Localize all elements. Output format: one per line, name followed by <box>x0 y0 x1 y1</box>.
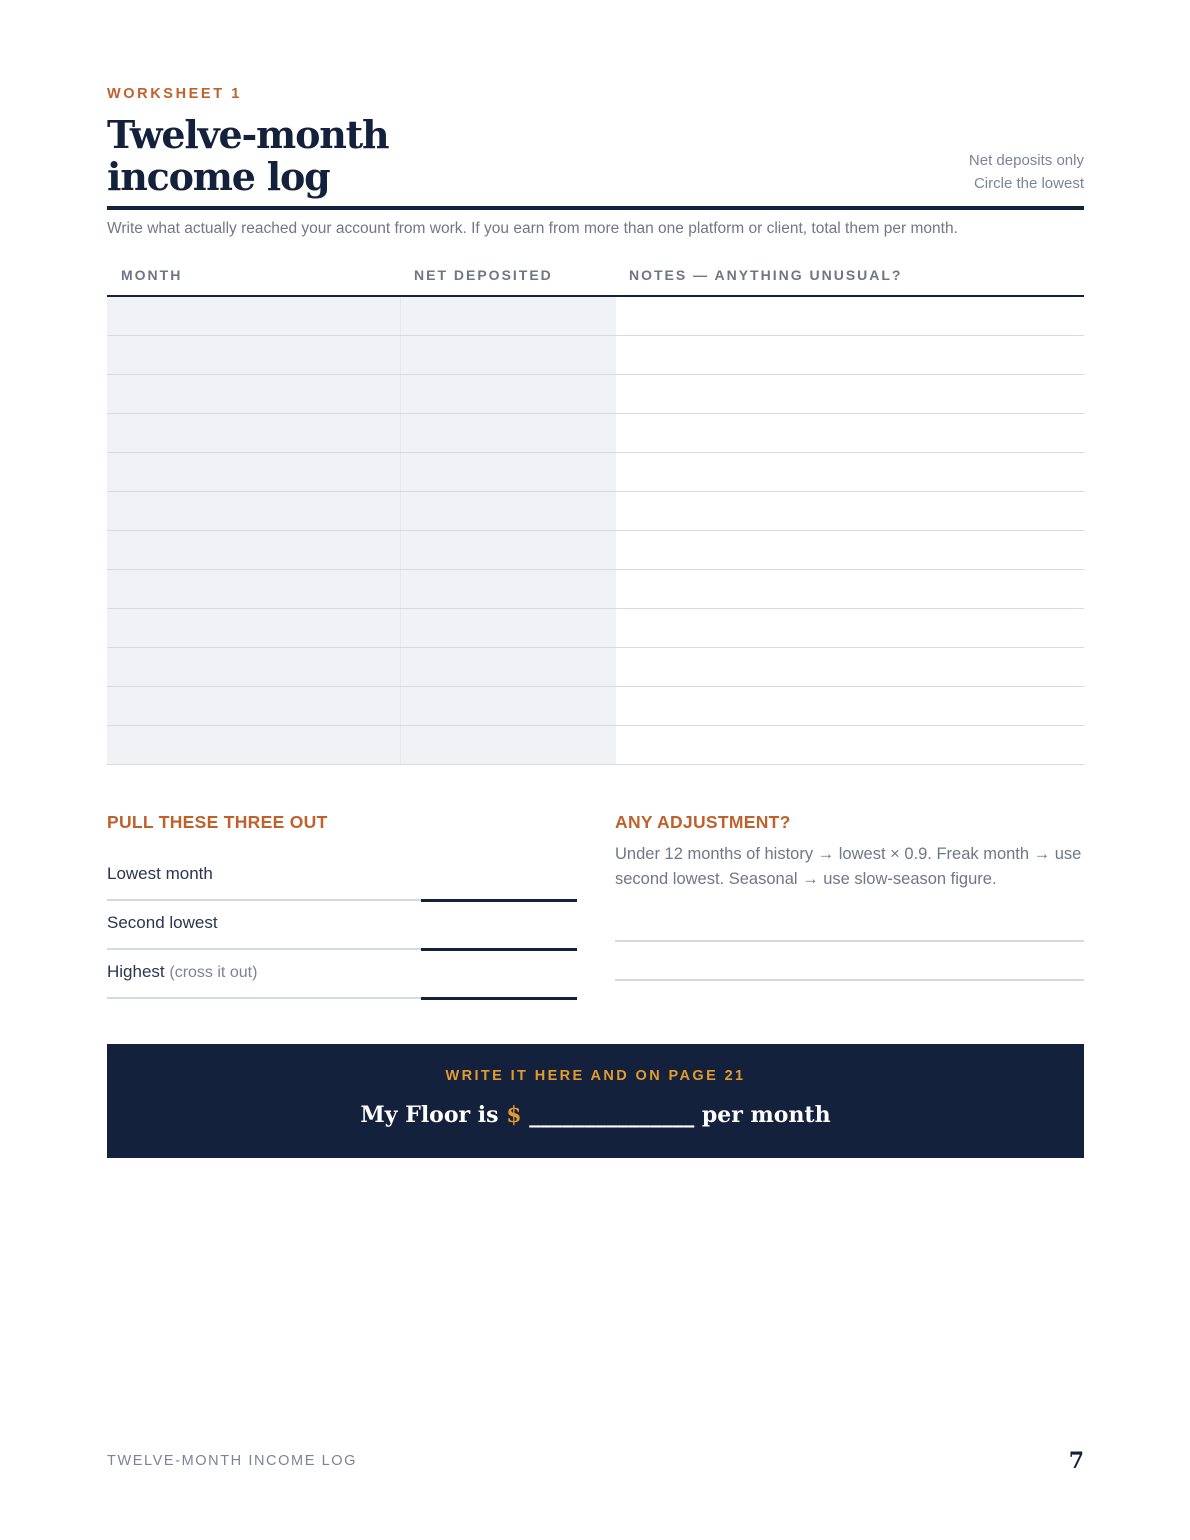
month-cell[interactable] <box>107 609 401 647</box>
floor-callout <box>107 1044 1084 1158</box>
net-deposited-cell[interactable] <box>401 297 616 335</box>
pull-item-label <box>107 913 218 933</box>
pull-item-lowest <box>107 852 577 901</box>
pull-item-sublabel: (cross it out) <box>169 964 258 981</box>
floor-prefix: My Floor is <box>360 1102 499 1128</box>
pull-item-label-text: Second lowest <box>107 913 218 932</box>
floor-statement <box>107 1102 1084 1128</box>
net-deposited-cell[interactable] <box>401 453 616 491</box>
table-row <box>107 687 1084 726</box>
dollar-sign: $ <box>506 1102 522 1128</box>
table-row <box>107 453 1084 492</box>
pull-item-second-lowest <box>107 901 577 950</box>
notes-cell[interactable] <box>616 570 1084 608</box>
month-cell[interactable] <box>107 648 401 686</box>
table-body <box>107 297 1084 765</box>
column-header-net-deposited: NET DEPOSITED <box>414 267 553 283</box>
column-header-notes: NOTES — ANYTHING UNUSUAL? <box>629 267 903 283</box>
table-row <box>107 648 1084 687</box>
side-note-circle-lowest: Circle the lowest <box>973 175 1084 192</box>
month-cell[interactable] <box>107 375 401 413</box>
month-cell[interactable] <box>107 570 401 608</box>
notes-cell[interactable] <box>616 375 1084 413</box>
net-deposited-cell[interactable] <box>401 687 616 725</box>
side-notes <box>969 149 1084 195</box>
page-number: 7 <box>1068 1448 1084 1474</box>
notes-cell[interactable] <box>616 648 1084 686</box>
worksheet-eyebrow: WORKSHEET 1 <box>107 86 242 102</box>
net-deposited-cell[interactable] <box>401 531 616 569</box>
table-row <box>107 609 1084 648</box>
notes-cell[interactable] <box>616 492 1084 530</box>
adjustment-write-line-2[interactable] <box>615 979 1084 981</box>
column-header-month: MONTH <box>121 267 183 283</box>
adjustment-heading: ANY ADJUSTMENT? <box>615 812 791 832</box>
page-title: Twelve-month income log <box>107 112 389 199</box>
month-cell[interactable] <box>107 414 401 452</box>
title-divider <box>107 206 1084 210</box>
pull-item-label <box>107 962 257 982</box>
table-row <box>107 492 1084 531</box>
month-cell[interactable] <box>107 336 401 374</box>
worksheet-page <box>107 0 1084 1540</box>
notes-cell[interactable] <box>616 453 1084 491</box>
net-deposited-cell[interactable] <box>401 375 616 413</box>
pull-item-label-text: Highest <box>107 962 165 981</box>
adjustment-instructions: Under 12 months of history → lowest × 0.9. Freak month → use second lowest. Seasonal → use slow-season figure. <box>615 845 1082 888</box>
month-cell[interactable] <box>107 687 401 725</box>
month-cell[interactable] <box>107 297 401 335</box>
pull-item-highest <box>107 950 577 999</box>
month-cell[interactable] <box>107 726 401 764</box>
notes-cell[interactable] <box>616 297 1084 335</box>
floor-suffix: per month <box>701 1102 831 1128</box>
net-deposited-cell[interactable] <box>401 492 616 530</box>
write-in-blank[interactable] <box>421 997 577 1000</box>
pull-out-list <box>107 852 577 999</box>
notes-cell[interactable] <box>616 336 1084 374</box>
adjustment-write-line-1[interactable] <box>615 940 1084 942</box>
floor-eyebrow: WRITE IT HERE AND ON PAGE 21 <box>445 1068 746 1084</box>
notes-cell[interactable] <box>616 414 1084 452</box>
footer-label: TWELVE-MONTH INCOME LOG <box>107 1453 358 1469</box>
notes-cell[interactable] <box>616 609 1084 647</box>
table-row <box>107 336 1084 375</box>
side-note-net-deposits: Net deposits only <box>968 152 1084 169</box>
net-deposited-cell[interactable] <box>401 726 616 764</box>
net-deposited-cell[interactable] <box>401 414 616 452</box>
net-deposited-cell[interactable] <box>401 648 616 686</box>
net-deposited-cell[interactable] <box>401 336 616 374</box>
table-row <box>107 297 1084 336</box>
net-deposited-cell[interactable] <box>401 570 616 608</box>
notes-cell[interactable] <box>616 687 1084 725</box>
income-log-table <box>107 255 1084 765</box>
intro-text: Write what actually reached your account from work. If you earn from more than one platform or client, total them per month. <box>107 220 958 237</box>
table-row <box>107 570 1084 609</box>
pull-out-heading: PULL THESE THREE OUT <box>107 812 328 832</box>
table-row <box>107 414 1084 453</box>
month-cell[interactable] <box>107 453 401 491</box>
pull-item-label <box>107 864 213 884</box>
table-row <box>107 531 1084 570</box>
table-header-row <box>107 255 1084 297</box>
pull-item-label-text: Lowest month <box>107 864 213 883</box>
month-cell[interactable] <box>107 531 401 569</box>
notes-cell[interactable] <box>616 531 1084 569</box>
floor-blank[interactable]: _______________ <box>529 1102 695 1128</box>
notes-cell[interactable] <box>616 726 1084 764</box>
table-row <box>107 375 1084 414</box>
table-row <box>107 726 1084 765</box>
month-cell[interactable] <box>107 492 401 530</box>
net-deposited-cell[interactable] <box>401 609 616 647</box>
